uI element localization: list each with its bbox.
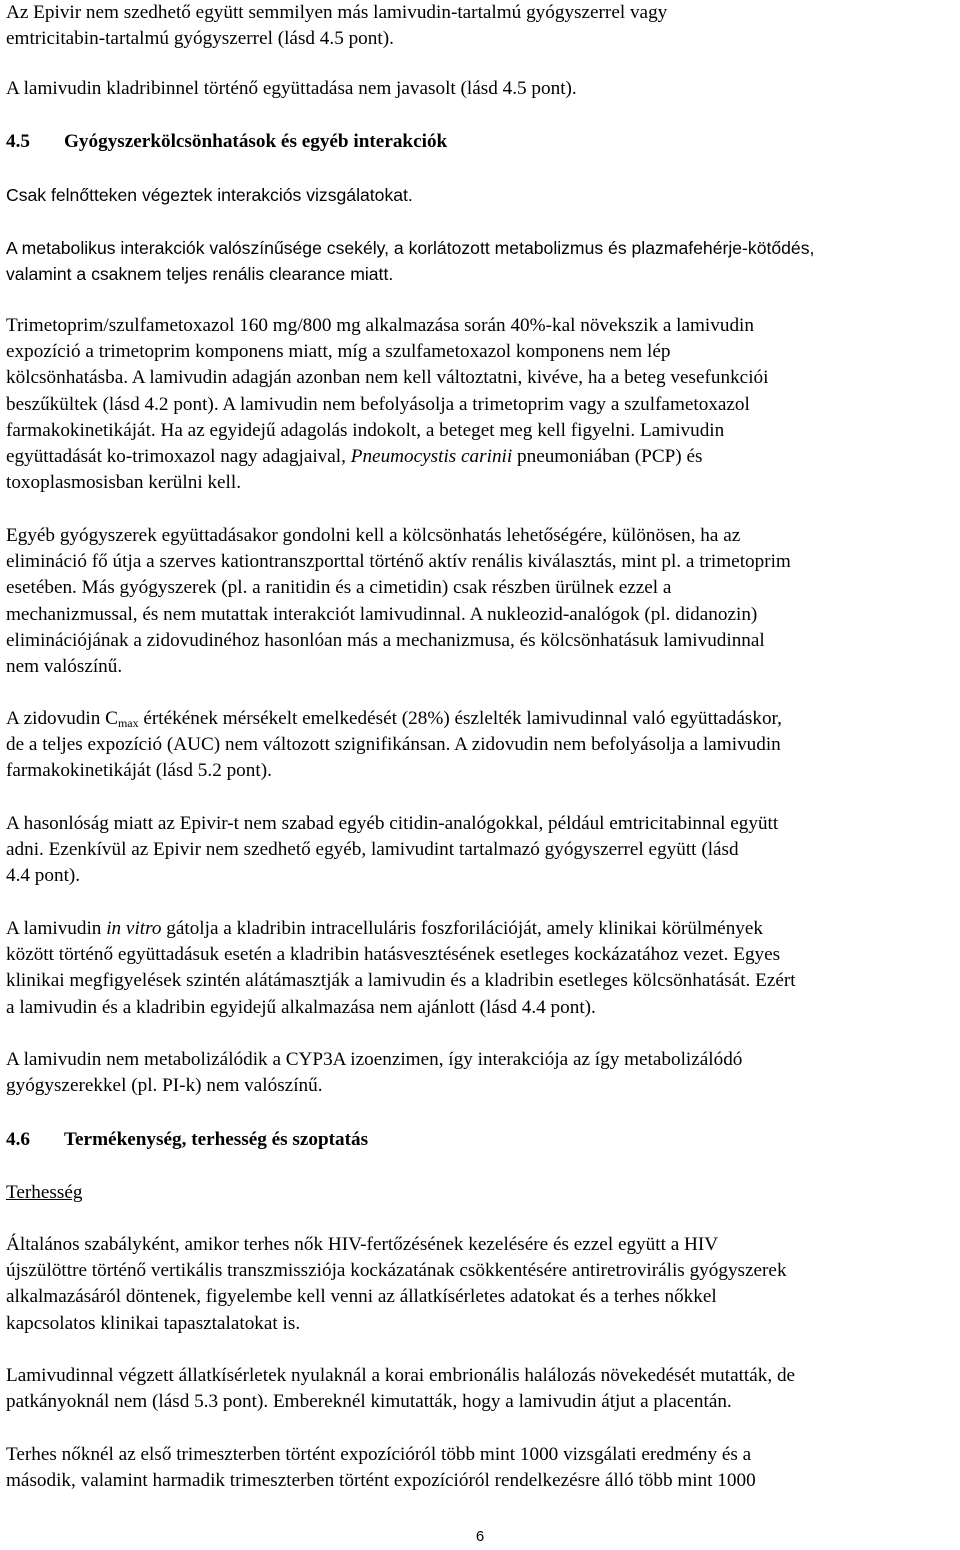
subheading-pregnancy: Terhesség [6,1182,83,1203]
paragraph-general-rule: Általános szabályként, amikor terhes nők HIV-fertőzésének kezelésére és ezzel együtt a HIV újszülöttre történő vertikális transzmissziója kockázatának csökkentésére antiretrovirális gyógyszerek alkalmazásáról döntenek, figyelembe kell venni az állatkísérletes adatokat és a terhes nőkkel kapcsolatos klinikai tapasztalatokat is. [6,1234,787,1334]
section-number: 4.6 [6,1129,30,1150]
paragraph-trimester-data: Terhes nőknél az első trimeszterben történt expozícióról több mint 1000 vizsgálati eredmény és a második, valamint harmadik trimeszterben történt expozícióról rendelkezésre álló több mint 1000 [6,1444,756,1492]
paragraph-trimetoprim: Trimetoprim/szulfametoxazol 160 mg/800 mg alkalmazása során 40%-kal növekszik a lamivudin expozíció a trimetoprim komponens miatt, míg a szulfametoxazol komponens nem lép kölcsönhatásba. A lamivudin adagján azonban nem kell változtatni, kivéve, ha a beteg vesefunkciói beszűkültek (lásd 4.2 pont). A lamivudin nem befolyásolja a trimetoprim vagy a szulfametoxazol farmakokinetikáját. Ha az egyidejű adagolás indokolt, a beteget meg kell figyelni. Lamivudin együttadását ko-trimoxazol nagy adagjaival, Pneumocystis carinii pneumoniában (PCP) és toxoplasmosisban kerülni kell. [6,315,769,494]
paragraph-metabolic-interactions: A metabolikus interakciók valószínűsége csekély, a korlátozott metabolizmus és plazmafehérje-kötődés, valamint a csaknem teljes renális clearance miatt. [6,238,815,285]
paragraph-kladribin-note: A lamivudin kladribinnel történő együttadása nem javasolt (lásd 4.5 pont). [6,78,577,99]
paragraph-epivir-contraindication: Az Epivir nem szedhető együtt semmilyen más lamivudin-tartalmú gyógyszerrel vagy emtricitabin-tartalmú gyógyszerrel (lásd 4.5 pont). [6,2,668,50]
page-number: 6 [475,1528,485,1545]
italic-in-vitro: in vitro [106,918,162,939]
paragraph-citidin-analogs: A hasonlóság miatt az Epivir-t nem szabad egyéb citidin-analógokkal, például emtricitabinnal együtt adni. Ezenkívül az Epivir nem szedhető egyéb, lamivudint tartalmazó gyógyszerrel együtt (lásd 4.4 pont). [6,813,779,887]
paragraph-in-vitro-kladribin: A lamivudin in vitro gátolja a kladribin intracelluláris foszforilációját, amely klinikai körülmények között történő együttadásuk esetén a kladribin hatásvesztésének esetleges kockázatához vezet. Egyes klinikai megfigyelések szintén alátámasztják a lamivudin és a kladribin esetleges kölcsönhatását. Ezért a lamivudin és a kladribin egyidejű alkalmazása nem ajánlott (lásd 4.4 pont). [6,918,796,1018]
section-heading-4-6 [6,1127,954,1153]
section-heading-4-5 [6,129,954,155]
paragraph-interaction-studies: Csak felnőtteken végeztek interakciós vizsgálatokat. [6,185,413,205]
section-title: Termékenység, terhesség és szoptatás [64,1129,369,1150]
section-number: 4.5 [6,131,30,152]
section-title: Gyógyszerkölcsönhatások és egyéb interakciók [64,131,448,152]
paragraph-zidovudin: A zidovudin $C_{max}$ értékének mérsékelt emelkedését (28%) észlelték lamivudinnal való együttadáskor, de a teljes expozíció (AUC) nem változott szignifikánsan. A zidovudin nem befolyásolja a lamivudin farmakokinetikáját (lásd 5.2 pont). [6,708,782,782]
paragraph-other-drugs: Egyéb gyógyszerek együttadásakor gondolni kell a kölcsönhatás lehetőségére, különösen, ha az elimináció fő útja a szerves kationtranszporttal történő aktív renális kiválasztás, mint pl. a trimetoprim esetében. Más gyógyszerek (pl. a ranitidin és a cimetidin) csak részben ürülnek ezzel a mechanizmussal, és nem mutattak interakciót lamivudinnal. A nukleozid-analógok (pl. didanozin) eliminációjának a zidovudinéhoz hasonlóan más a mechanizmusa, és kölcsönhatásuk lamivudinnal nem valószínű. [6,525,791,678]
paragraph-animal-studies: Lamivudinnal végzett állatkísérletek nyulaknál a korai embrionális halálozás növekedését mutatták, de patkányoknál nem (lásd 5.3 pont). Embereknél kimutatták, hogy a lamivudin átjut a placentán. [6,1365,796,1413]
italic-species-name: Pneumocystis carinii [350,446,513,468]
subscript-max: max [117,716,139,730]
paragraph-cyp3a: A lamivudin nem metabolizálódik a CYP3A izoenzimen, így interakciója az így metabolizálódó gyógyszerekkel (pl. PI-k) nem valószínű. [6,1049,743,1097]
